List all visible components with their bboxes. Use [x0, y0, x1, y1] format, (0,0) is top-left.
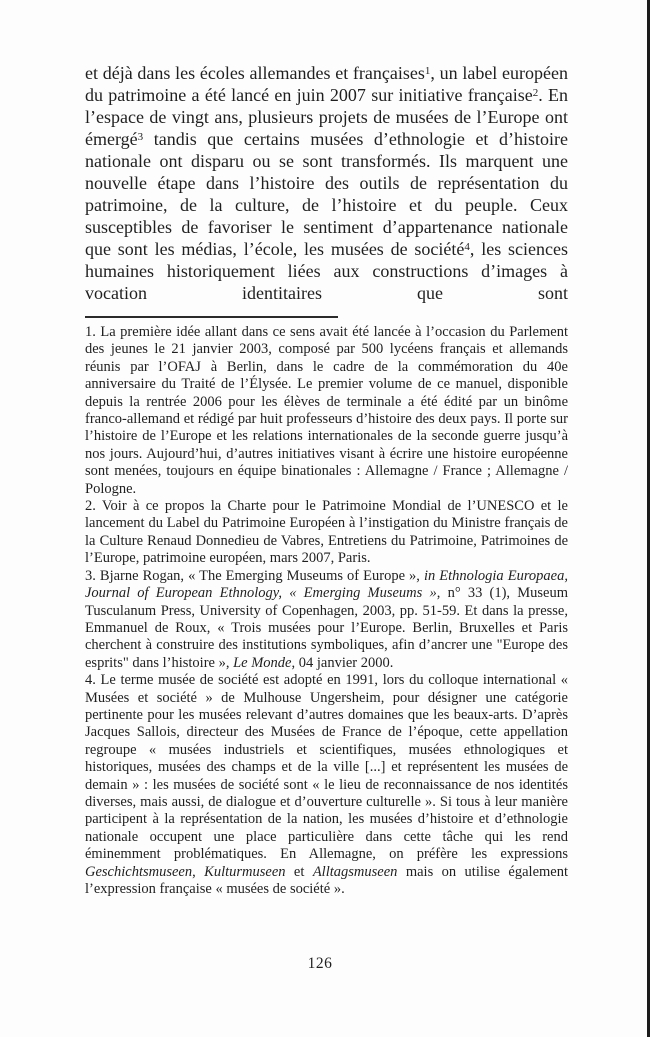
footnote-3: [85, 568, 568, 672]
text-segment: mais on utilise également l’expression française « musées de société ».: [85, 863, 568, 897]
footnote-ref: 2: [532, 86, 539, 99]
footnote-4: [85, 672, 568, 898]
text-block: [85, 62, 568, 898]
text-segment: 4. Le terme musée de société est adopté en 1991, lors du colloque international « Musées et société » de Mulhouse Ungersheim, pour désigner une catégorie pertinente pour les musées relevant d’autres domaines que les beaux-arts. D’après Jacques Sallois, directeur des Musées de France de l’époque, cette appellation regroupe « musées industriels et scientifiques, musées ethnologiques et historiques, musées des champs et de la ville [...] et représentent les musées de demain » : les musées de société sont « le lieu de reconnaissance de nos identités diverses, mais aussi, de dialogue et d’ouverture culturelle ». Si tous à leur manière participent à la représentation de la nation, les musées d’histoire et d’ethnologie nationale occupent une place particulière dans cette tâche qui les rend éminemment problématiques. En Allemagne, on préfère les expressions: [85, 672, 568, 863]
text-segment: tandis que certains musées d’ethnologie et d’histoire nationale ont disparu ou se sont transformés. Ils marquent une nouvelle étape dans l’histoire des outils de représentation du patrimoine, de la culture, de l’histoire et du peuple. Ceux susceptibles de favoriser le sentiment d’appartenance nationale que sont les médias, l’école, les musées de société: [85, 129, 568, 259]
text-segment: , 04 janvier 2000.: [291, 654, 394, 671]
footnote-ref: 3: [137, 130, 144, 143]
text-segment: ,: [192, 863, 205, 880]
footnote-ref: 1: [424, 64, 431, 77]
text-segment: , les sciences humaines historiquement liées aux constructions d’images à vocation identitaires que sont: [85, 239, 568, 303]
text-segment: 1. La première idée allant dans ce sens avait été lancée à l’occasion du Parlement des jeunes le 21 janvier 2003, composé par 500 lycéens français et allemands réunis par l’OFAJ à Berlin, dans le cadre de la commémoration du 40e anniversaire du Traité de l’Élysée. Le premier volume de ce manuel, disponible depuis la rentrée 2006 pour les élèves de terminale a été édité par un binôme franco-allemand et rédigé par huit professeurs d’histoire des deux pays. Il porte sur l’histoire de l’Europe et les relations internationales de la seconde guerre jusqu’à nos jours. Aujourd’hui, d’autres initiatives visant à écrire une histoire européenne sont menées, toujours en équipe binationales : Allemagne / France ; Allemagne / Pologne.: [85, 324, 568, 497]
text-segment: 3. Bjarne Rogan, « The Emerging Museums of Europe »,: [85, 567, 424, 584]
text-segment: . En l’espace de vingt ans, plusieurs projets de musées de l’Europe ont émergé: [85, 85, 569, 149]
footnote-separator: [85, 316, 338, 318]
body-paragraph: [85, 62, 568, 304]
text-segment: Le Monde: [233, 654, 292, 671]
text-segment: 2. Voir à ce propos la Charte pour le Patrimoine Mondial de l’UNESCO et le lancement du Label du Patrimoine Européen à l’instigation du Ministre français de la Culture Renaud Donnedieu de Vabres, Entretiens du Patrimoine, Patrimoines de l’Europe, patrimoine européen, mars 2007, Paris.: [85, 498, 568, 567]
text-segment: et déjà dans les écoles allemandes et françaises: [85, 63, 425, 83]
footnote-ref: 4: [464, 240, 470, 253]
page-number: 126: [307, 955, 333, 972]
footnotes-section: [85, 324, 568, 898]
text-segment: in Ethnologia Europaea, Journal of European Ethnology, « Emerging Museums »: [85, 567, 568, 602]
text-segment: Alltagsmuseen: [312, 863, 398, 880]
footnote-1: [85, 324, 568, 498]
footnote-2: [85, 498, 568, 568]
text-segment: Geschichtsmuseen: [85, 863, 193, 880]
text-segment: Kulturmuseen: [204, 863, 286, 880]
text-segment: et: [285, 863, 313, 880]
text-segment: , n° 33 (1), Museum Tusculanum Press, University of Copenhagen, 2003, pp. 51-59. Et dans la presse, Emmanuel de Roux, « Trois musées pour l’Europe. Berlin, Bruxelles et Paris cherchent à construire des institutions symboliques, afin d’ancrer une "Europe des esprits" dans l’histoire »,: [85, 585, 568, 671]
text-segment: , un label européen du patrimoine a été lancé en juin 2007 sur initiative française: [85, 63, 568, 105]
